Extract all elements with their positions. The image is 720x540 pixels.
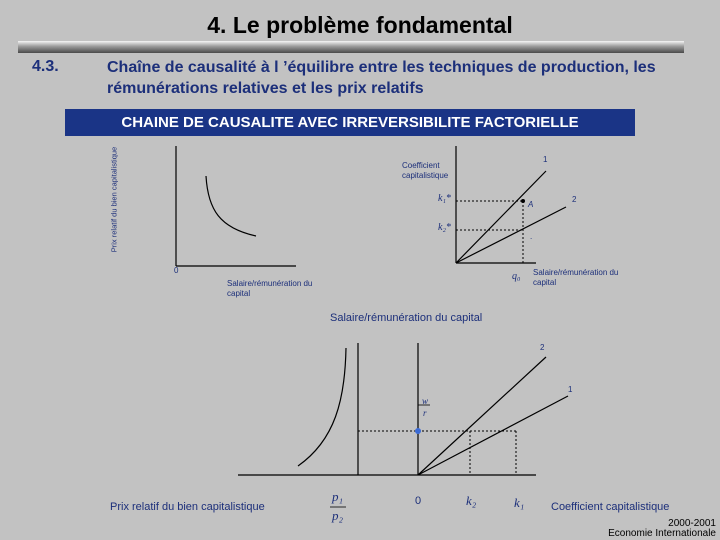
upper-ray-2 (456, 207, 566, 263)
upper-y-axis-label: Prix relatif du bien capitalistique (109, 146, 119, 253)
lower-label-1: 1 (568, 385, 573, 394)
banner: CHAINE DE CAUSALITE AVEC IRREVERSIBILITE FACTORIELLE (65, 109, 635, 136)
lower-p2-label: p₂ (332, 508, 344, 523)
lower-origin-label: 0 (415, 495, 422, 507)
upper-point-a-label: A (528, 200, 534, 209)
lower-r-denominator: r (423, 408, 427, 418)
lower-label-2: 2 (540, 343, 545, 352)
lower-x-label-left: Prix relatif du bien capitalistique (110, 501, 265, 513)
upper-ray-1 (456, 171, 546, 263)
slide-title: 4. Le problème fondamental (207, 12, 513, 38)
footer-year: 2000-2001 (668, 518, 716, 529)
lower-w-numerator: w (422, 396, 429, 406)
lower-k1-label: k₁ (514, 495, 525, 510)
lower-p1-label: p₁ (332, 489, 344, 504)
lower-ray-2 (418, 357, 546, 475)
section-number: 4.3. (32, 58, 59, 75)
upper-k2-label: k₂* (438, 222, 451, 233)
section-heading: Chaîne de causalité à l ’équilibre entre les techniques de production, les rémunérations relatives et les prix relatifs (107, 59, 656, 97)
lower-w-r-point (415, 428, 421, 434)
upper-label-1: 1 (543, 155, 548, 164)
upper-q0-label: q₀ (512, 271, 521, 282)
upper-x-axis-label: Salaire/rémunération du capital (227, 279, 313, 298)
upper-label-2: 2 (572, 195, 577, 204)
lower-k2-label: k₂ (466, 493, 477, 508)
upper-bottom-right-label: Salaire/rémunération du capital (533, 268, 619, 287)
upper-price-curve (206, 176, 256, 236)
upper-k1-label: k₁* (438, 193, 451, 204)
upper-dot-label: . (530, 232, 533, 241)
lower-x-label-right: Coefficient capitalistique (551, 501, 670, 513)
lower-top-label: Salaire/rémunération du capital (330, 312, 483, 324)
upper-right-axis-label: Coefficient capitalistique (402, 161, 449, 180)
upper-point-a (521, 199, 525, 203)
lower-ray-1 (418, 396, 568, 475)
lower-price-curve (298, 348, 346, 466)
upper-origin-label: 0 (174, 266, 179, 275)
footer-course: Economie Internationale (608, 528, 716, 539)
